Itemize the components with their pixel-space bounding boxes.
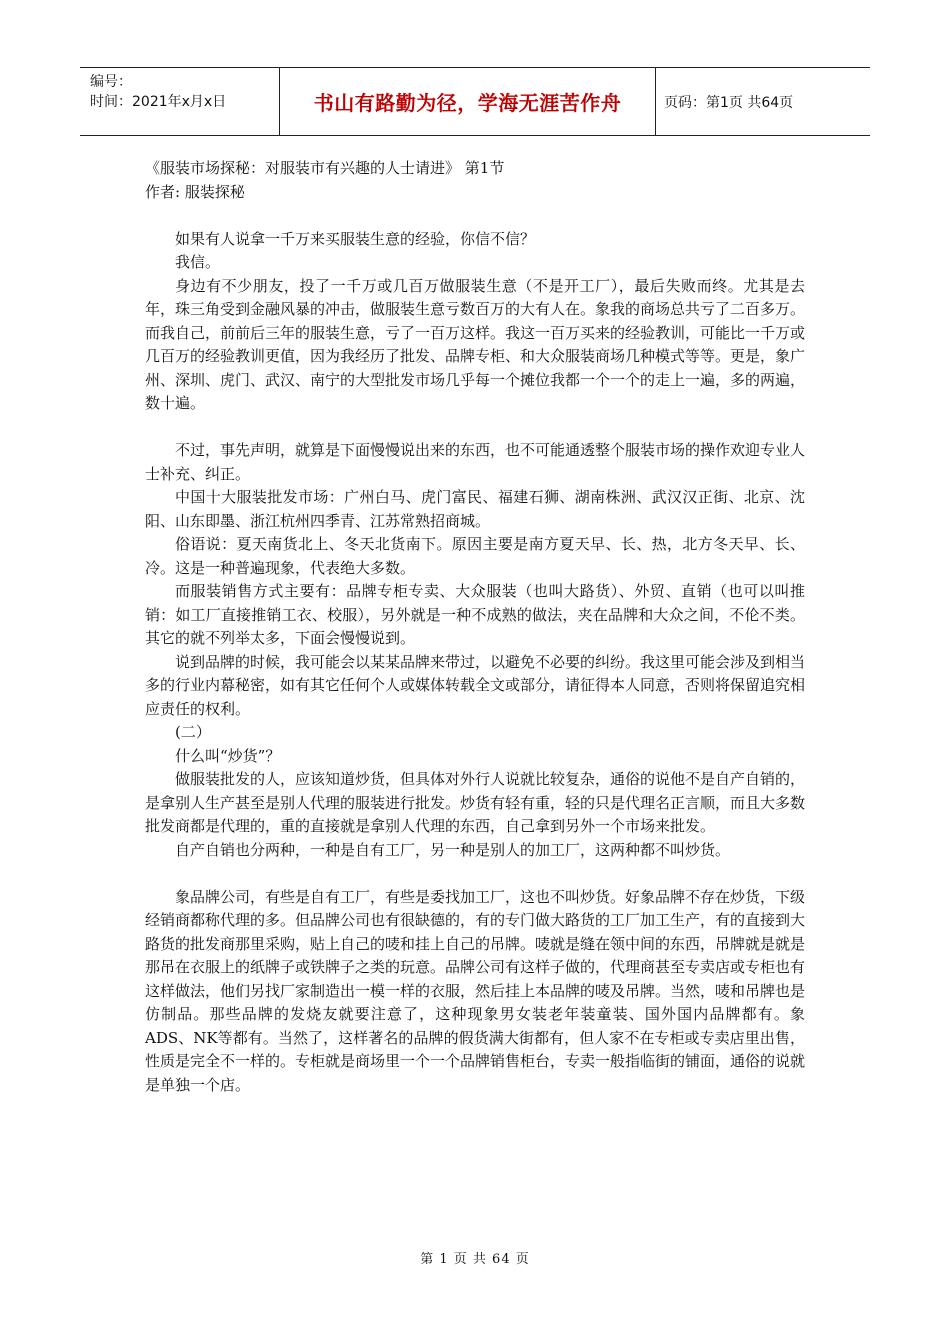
spacer — [145, 416, 805, 440]
header-number: 编号： — [90, 74, 132, 90]
section-heading: 什么叫“炒货”？ — [175, 746, 281, 765]
section-number: (二） — [175, 723, 211, 741]
paragraph: 我信。 — [175, 253, 221, 271]
spacer — [145, 204, 805, 228]
spacer — [145, 862, 805, 886]
header-motto: 书山有路勤为径，学海无涯苦作舟 — [280, 68, 656, 135]
paragraph: 做服装批发的人，应该知道炒货，但具体对外行人说就比较复杂，通俗的说他不是自产自销的，是拿别人生产甚至是别人代理的服装进行批发。炒货有轻有重，轻的只是代理名正言顺，而且大多数批发商都是代理的，重的直接就是拿别人代理的东西，自己拿到另外一个市场来批发。 — [145, 770, 806, 835]
paragraph: 自产自销也分两种，一种是自有工厂，另一种是别人的加工厂，这两种都不叫炒货。 — [175, 840, 731, 859]
document-header — [80, 67, 870, 136]
paragraph: 中国十大服装批发市场：广州白马、虎门富民、福建石狮、湖南株洲、武汉汉正街、北京、沈阳、山东即墨、浙江杭州四季青、江苏常熟招商城。 — [145, 488, 805, 530]
header-meta — [80, 68, 280, 135]
header-page: 页码：第1页 共64页 — [664, 94, 794, 111]
doc-title: 《服装市场探秘：对服装市有兴趣的人士请进》 第1节 — [145, 159, 505, 177]
document-body — [145, 157, 805, 1097]
paragraph: 俗语说：夏天南货北上、冬天北货南下。原因主要是南方夏天早、长、热，北方冬天早、长、冷。这是一种普遍现象，代表绝大多数。 — [145, 535, 805, 577]
paragraph: 不过，事先声明，就算是下面慢慢说出来的东西，也不可能通透整个服装市场的操作欢迎专业人士补充、纠正。 — [145, 441, 806, 483]
paragraph: 身边有不少朋友，投了一千万或几百万做服装生意（不是开工厂），最后失败而终。尤其是去年，珠三角受到金融风暴的冲击，做服装生意亏数百万的大有人在。象我的商场总共亏了二百多万。而我自己，前前后三年的服装生意，亏了一百万这样。我这一百万买来的经验教训，可能比一千万或几百万的经验教训更值，因为我经历了批发、品牌专柜、和大众服装商场几种模式等等。更是，象广州、深圳、虎门、武汉、南宁的大型批发市场几乎每一个摊位我都一个一个的走上一遍，多的两遍，数十遍。 — [145, 276, 806, 412]
header-date: 时间：2021年x月x日 — [90, 94, 227, 110]
doc-author: 作者: 服装探秘 — [145, 182, 245, 201]
paragraph: 象品牌公司，有些是自有工厂，有些是委找加工厂，这也不叫炒货。好象品牌不存在炒货，下级经销商都称代理的多。但品牌公司也有很缺德的，有的专门做大路货的工厂加工生产，有的直接到大路货的批发商那里采购，贴上自己的唛和挂上自己的吊牌。唛就是缝在领中间的东西，吊牌就是就是那吊在衣服上的纸牌子或铁牌子之类的玩意。品牌公司有这样子做的，代理商甚至专卖店或专柜也有这样做法，他们另找厂家制造出一模一样的衣服，然后挂上本品牌的唛及吊牌。当然，唛和吊牌也是仿制品。那些品牌的发烧友就要注意了，这种现象男女装老年装童装、国外国内品牌都有。象ADS、NK等都有。当然了，这样著名的品牌的假货满大街都有，但人家不在专柜或专卖店里出售，性质是完全不一样的。专柜就是商场里一个一个品牌销售柜台，专卖一般指临街的铺面，通俗的说就是单独一个店。 — [145, 887, 806, 1094]
paragraph: 而服装销售方式主要有：品牌专柜专卖、大众服装（也叫大路货）、外贸、直销（也可以叫推销：如工厂直接推销工衣、校服），另外就是一种不成熟的做法，夹在品牌和大众之间，不伦不类。其它的就不列举太多，下面会慢慢说到。 — [145, 582, 805, 647]
paragraph: 如果有人说拿一千万来买服装生意的经验，你信不信？ — [175, 229, 536, 248]
paragraph: 说到品牌的时候，我可能会以某某品牌来带过，以避免不必要的纠纷。我这里可能会涉及到相当多的行业内幕秘密，如有其它任何个人或媒体转载全文或部分，请征得本人同意，否则将保留追究相应责任的权利。 — [145, 652, 806, 718]
page-footer: 第 1 页 共 64 页 — [420, 1252, 530, 1267]
